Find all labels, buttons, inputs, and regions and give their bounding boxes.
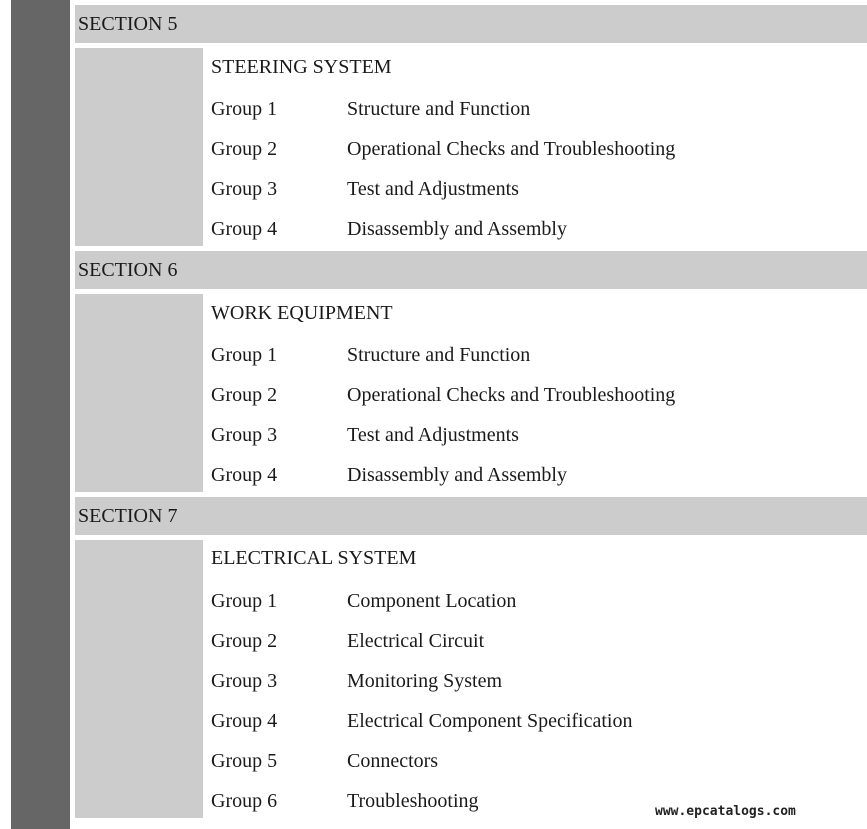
section-indent-block [75, 294, 203, 492]
group-label: Group 1 [211, 98, 278, 120]
group-label: Group 3 [211, 424, 278, 446]
list-item [211, 137, 851, 161]
group-label: Group 1 [211, 344, 278, 366]
section-5-header: SECTION 5 [75, 5, 867, 43]
section-title: STEERING SYSTEM [211, 56, 392, 78]
group-title: Operational Checks and Troubleshooting [347, 138, 676, 160]
group-title: Test and Adjustments [347, 178, 519, 200]
section-6-header: SECTION 6 [75, 251, 867, 289]
group-label: Group 4 [211, 464, 278, 486]
list-item [211, 217, 851, 241]
group-label: Group 2 [211, 384, 278, 406]
section-5-body [75, 48, 867, 246]
group-label: Group 1 [211, 590, 278, 612]
group-label: Group 4 [211, 218, 278, 240]
group-title: Electrical Circuit [347, 630, 485, 652]
group-label: Group 4 [211, 710, 278, 732]
group-title: Structure and Function [347, 344, 531, 366]
watermark: www.epcatalogs.com [655, 804, 796, 819]
group-label: Group 2 [211, 138, 278, 160]
list-item [211, 749, 851, 773]
group-title: Connectors [347, 750, 439, 772]
list-item [211, 177, 851, 201]
list-item [211, 629, 851, 653]
list-item [211, 669, 851, 693]
group-title: Structure and Function [347, 98, 531, 120]
list-item [211, 423, 851, 447]
group-title: Electrical Component Specification [347, 710, 633, 732]
group-title: Test and Adjustments [347, 424, 519, 446]
group-title: Operational Checks and Troubleshooting [347, 384, 676, 406]
group-title: Monitoring System [347, 670, 503, 692]
list-item [211, 589, 851, 613]
left-sidebar-bar [11, 0, 70, 829]
list-item [211, 343, 851, 367]
group-label: Group 5 [211, 750, 278, 772]
section-6-body [75, 294, 867, 492]
group-label: Group 3 [211, 670, 278, 692]
section-title: ELECTRICAL SYSTEM [211, 547, 417, 569]
group-label: Group 6 [211, 790, 278, 812]
group-title: Disassembly and Assembly [347, 464, 567, 486]
section-indent-block [75, 48, 203, 246]
group-label: Group 2 [211, 630, 278, 652]
list-item [211, 709, 851, 733]
group-title: Component Location [347, 590, 517, 612]
group-title: Troubleshooting [347, 790, 479, 812]
list-item [211, 383, 851, 407]
section-indent-block [75, 540, 203, 818]
group-label: Group 3 [211, 178, 278, 200]
section-7-body [75, 540, 867, 818]
list-item [211, 97, 851, 121]
group-title: Disassembly and Assembly [347, 218, 567, 240]
section-7-header: SECTION 7 [75, 497, 867, 535]
section-title: WORK EQUIPMENT [211, 302, 393, 324]
list-item [211, 463, 851, 487]
